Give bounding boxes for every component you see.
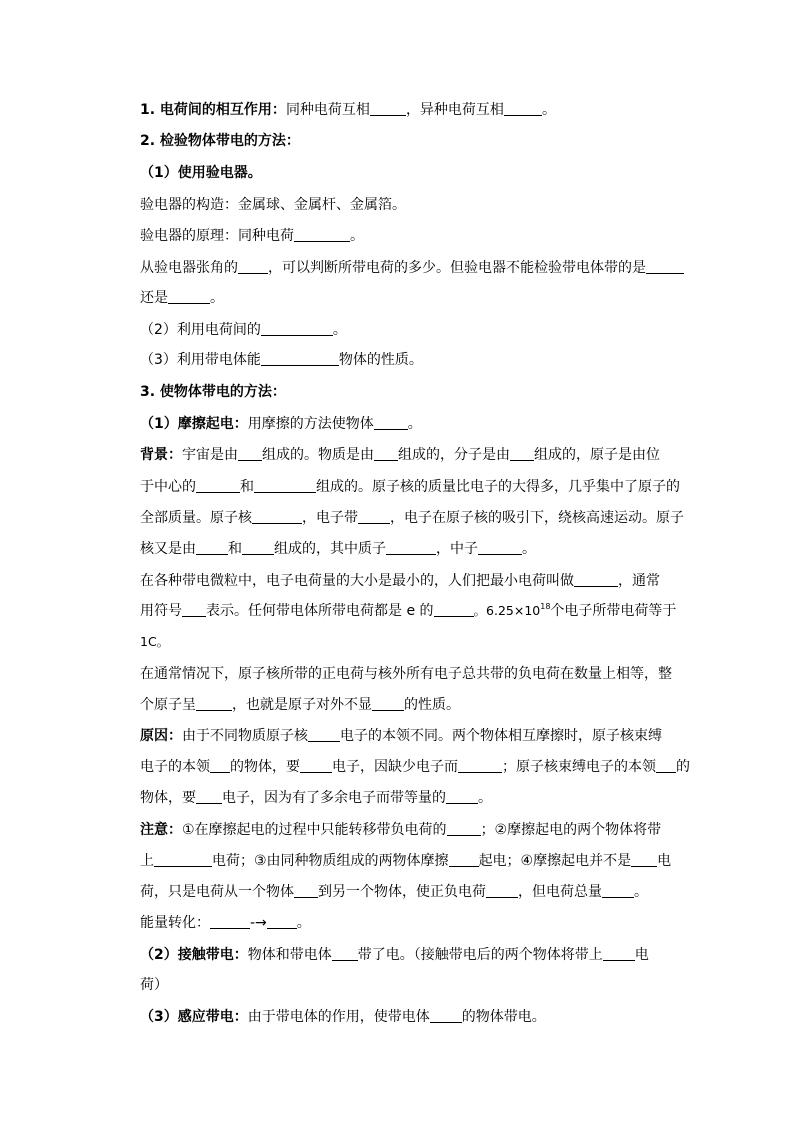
blank (510, 446, 534, 461)
energy-line: 能量转化： -→ 。 (140, 915, 311, 931)
blank (261, 321, 333, 336)
blank (308, 727, 340, 742)
angle-line-2: 还是 。 (140, 290, 224, 306)
angle-line-1: 从验电器张角的 ，可以判断所带电荷的多少。但验电器不能检验带电体带的是 (140, 258, 684, 278)
blank (182, 602, 206, 617)
blank (210, 914, 250, 929)
principle-line: 验电器的原理：同种电荷 。 (140, 228, 364, 244)
blank (294, 227, 350, 242)
blank (252, 509, 302, 524)
blank (631, 852, 657, 867)
induction-line: （3）感应带电：由于带电体的作用，使带电体 的物体带电。 (140, 1009, 546, 1025)
reason-line-1: 原因：由于不同物质原子核 电子的本领不同。两个物体相互摩擦时，原子核束缚 (140, 728, 662, 744)
blank (196, 478, 240, 493)
blank (238, 446, 262, 461)
blank (168, 289, 210, 304)
blank (603, 946, 635, 961)
neutral-line-2: 个原子呈 ，也就是原子对外不显 的性质。 (140, 697, 460, 713)
background-line-2: 于中心的 和 组成的。原子核的质量比电子的大得多，几乎集中了原子的 (140, 479, 680, 495)
blank (434, 602, 474, 617)
blank (332, 946, 358, 961)
arrow-icon: -→ (250, 915, 267, 931)
blank (370, 101, 406, 116)
section-3-title: 3. 使物体带电的方法： (140, 384, 286, 400)
method-3-line: （3）利用带电体能 物体的性质。 (140, 352, 423, 368)
reason-line-2: 电子的本领 的物体，要 电子，因缺少电子而 ；原子核束缚电子的本领 的 (140, 759, 690, 775)
blank (447, 821, 481, 836)
blank (238, 259, 268, 274)
blank (574, 572, 618, 587)
structure-line: 验电器的构造：金属球、金属杆、金属箔。 (140, 197, 406, 213)
blank (446, 789, 478, 804)
background-line-4: 核又是由 和 组成的，其中质子 ，中子 。 (140, 541, 536, 557)
blank (358, 509, 390, 524)
blank (646, 259, 684, 274)
blank (242, 540, 274, 555)
charge-line-2: 用符号 表示。任何带电体所带电荷都是 e 的 。$6.25\times 10^{18}$个电子所带电荷等于 (140, 602, 677, 619)
blank (261, 351, 339, 366)
blank (504, 101, 542, 116)
neutral-line-1: 在通常情况下，原子核所带的正电荷与核外所有电子总共带的负电荷在数量上相等，整 (140, 666, 672, 682)
blank (300, 758, 332, 773)
section-2-title: 2. 检验物体带电的方法： (140, 133, 300, 149)
blank (374, 446, 398, 461)
blank (386, 540, 436, 555)
contact-line-1: （2）接触带电：物体和带电体 带了电。（接触带电后的两个物体将带上 电 (140, 947, 649, 963)
note-line-3: 荷，只是电荷从一个物体 到另一个物体，使正负电荷 ，但电荷总量 。 (140, 884, 648, 900)
blank (294, 883, 318, 898)
background-line-3: 全部质量。原子核 ，电子带 ，电子在原子核的吸引下，绕核高速运动。原子 (140, 510, 684, 526)
blank (154, 852, 212, 867)
friction-line: （1）摩擦起电：用摩擦的方法使物体 。 (140, 416, 422, 432)
method-2-line: （2）利用电荷间的 。 (140, 322, 347, 338)
blank (267, 914, 297, 929)
blank (372, 696, 404, 711)
charge-line-1: 在各种带电微粒中，电子电荷量的大小是最小的，人们把最小电荷叫做 ，通常 (140, 573, 660, 589)
blank (430, 1008, 462, 1023)
blank (458, 758, 502, 773)
note-line-2: 上 电荷；③由同种物质组成的两物体摩擦 起电；④摩擦起电并不是 电 (140, 853, 672, 869)
blank (449, 852, 479, 867)
section-1-line: 1. 电荷间的相互作用：同种电荷互相 ，异种电荷互相 。 (140, 102, 556, 118)
blank (486, 883, 518, 898)
blank (656, 758, 676, 773)
note-line-1: 注意：①在摩擦起电的过程中只能转移带负电荷的 ；②摩擦起电的两个物体将带 (140, 822, 662, 838)
blank (196, 696, 232, 711)
blank (374, 415, 408, 430)
background-line-1: 背景：宇宙是由 组成的。物质是由 组成的，分子是由 组成的，原子是由位 (140, 447, 660, 463)
blank (602, 883, 634, 898)
method-1-label: （1）使用验电器。 (140, 165, 262, 181)
contact-line-2: 荷） (140, 977, 168, 993)
reason-line-3: 物体，要 电子，因为有了多余电子而带等量的 。 (140, 790, 492, 806)
blank (478, 540, 522, 555)
blank (210, 758, 230, 773)
charge-line-3: 1C。 (140, 634, 170, 649)
section-1-title: 1. 电荷间的相互作用： (140, 102, 286, 118)
blank (196, 789, 222, 804)
blank (254, 478, 316, 493)
blank (196, 540, 228, 555)
